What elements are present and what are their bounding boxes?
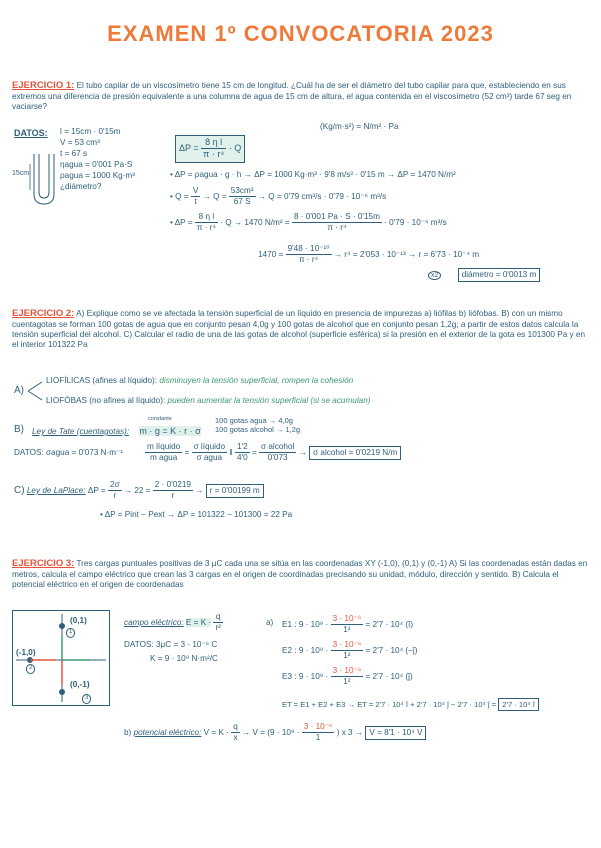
frac-num: q — [213, 612, 222, 623]
e1-result: = 2'7 · 10⁴ (î) — [365, 619, 414, 629]
times-two-badge: x2 — [428, 271, 441, 280]
potential-step: → V = (9 · 10⁹ · — [242, 727, 300, 737]
ex3-datos: DATOS: 3μC = 3 · 10⁻⁶ C — [124, 640, 218, 649]
potential-row — [124, 722, 426, 744]
datos-item: ρagua = 1000 Kg·m³ — [60, 171, 135, 181]
frac-num: 8 η l — [195, 212, 218, 223]
alcohol-tension-result: σ alcohol = 0'0219 N/m — [309, 446, 401, 460]
main-formula — [175, 135, 245, 163]
frac-num: σ alcohol — [259, 442, 296, 453]
field-e3 — [282, 666, 413, 688]
datos-item: V = 53 cm³ — [60, 138, 100, 148]
datos-item: ηagua = 0'001 Pa·S — [60, 160, 133, 170]
a1-green: disminuyen la tensión superficial, rompen la cohesión — [159, 376, 354, 385]
frac-num: 3 · 10⁻⁶ — [331, 666, 364, 677]
potential-formula: V = K · — [203, 727, 229, 737]
exercise-3-statement: Tres cargas puntuales positivas de 3 μC cada una se sitúa en las coordenadas XY (-1,0), (0,1) y (0,-1) A) Si las coordenadas están dadas en metros, calcula el campo eléctrico que crean las 3 cargas en el origen de coordinadas precisando su unidad, módulo, dirección y sentido. B) Calcula el potencial eléctrico en el origen de coordenadas — [12, 559, 588, 590]
tate-formula: m · g = K · r · σ — [139, 426, 201, 436]
frac-den: t — [194, 197, 197, 207]
formula-den: π · r⁴ — [203, 149, 225, 160]
datos-item: l = 15cm · 0'15m — [60, 127, 121, 136]
field-e2 — [282, 640, 417, 662]
frac-den: π · r⁴ — [196, 223, 216, 233]
units-note: (Kg/m·s²) = N/m² · Pa — [320, 122, 399, 131]
laplace-step3: → — [195, 485, 204, 495]
ex1-result: diámetro = 0'0013 m — [458, 268, 541, 282]
pressure-diff: • ΔP = Pint − Pext → ΔP = 101322 − 101300 = 22 Pa — [100, 510, 293, 519]
drops-alcohol: 100 gotas alcohol → 1,2g — [215, 425, 301, 434]
potential-label: potencial eléctrico: — [133, 727, 202, 737]
frac-num: q — [231, 722, 240, 733]
e3-lhs: E3 : 9 · 10⁹ · — [282, 671, 329, 681]
step-radius-a: • ΔP = — [170, 217, 193, 227]
frac-den: 1² — [343, 651, 351, 661]
ex2-a-label: A) — [14, 385, 24, 396]
total-field-expr: ET = E1 + E2 + E3 → ET = 2'7 · 10⁴ î + 2'7 · 10⁴ ĵ − 2'7 · 10⁴ ĵ = — [282, 700, 497, 709]
frac-num: V — [191, 186, 200, 197]
frac-num: 3 · 10⁻⁶ — [331, 640, 364, 651]
drops-data — [215, 416, 300, 434]
step-r4-b: → r⁴ = 2'053 · 10⁻¹³ → r = 6'73 · 10⁻⁴ m — [333, 249, 480, 259]
frac-den: 4'0 — [237, 453, 248, 463]
frac-den: 1² — [343, 625, 351, 635]
ex1-datos-label: DATOS: — [14, 128, 48, 138]
formula-lhs: ΔP = — [179, 143, 199, 154]
potential-result: V = 8'1 · 10⁴ V — [365, 726, 426, 740]
laplace-row — [14, 480, 264, 502]
exercise-1 — [12, 80, 592, 112]
viscometer-drawing — [28, 150, 60, 210]
exercise-2 — [12, 308, 592, 351]
formula-num: 8 η l — [201, 137, 226, 149]
charge-number-3: 3 — [82, 694, 91, 704]
ex3-b-label: b) — [124, 727, 132, 737]
ex2-a2 — [46, 396, 371, 406]
frac-den: σ agua — [196, 453, 223, 463]
frac-num: 53cm³ — [229, 186, 256, 197]
a1-text: LIOFÍLICAS (afines al líquido): — [46, 376, 158, 385]
tate-ratio: $\frac{\text{m líquido}}{\text{m agua}}$ = $\frac{\text{σ líquido}}{\text{σ agua}}$ ‖ $\frac{1'2}{4'0}$ = $\frac{\text{σ alcohol}}{0'073}$ → σ alcohol = 0'0219 N/m — [145, 442, 401, 464]
ex2-b-label: B) — [14, 424, 24, 435]
field-formula-lhs: E = K · — [185, 617, 212, 627]
ex1-datos-list — [60, 126, 170, 192]
frac-num: 3 · 10⁻⁶ — [302, 722, 335, 733]
a2-green: pueden aumentar la tensión superficial (si se acumulan) — [167, 396, 371, 405]
exercise-1-statement: El tubo capilar de un viscosímetro tiene 15 cm de longitud. ¿Cuál ha de ser el diámetro del tubo capilar para que, estableciendo en sus extremos una diferencia de presión equivalente a una columna de agua de 15 cm de altura, el agua contenida en el viscosímetro (52 cm³) tarde 67 seg en vaciarse? — [12, 81, 572, 112]
frac-den: m agua — [149, 453, 178, 463]
frac-num: m líquido — [145, 442, 182, 453]
frac-den: π · r⁴ — [298, 255, 319, 265]
step-r4 — [258, 244, 479, 266]
frac-den: x — [233, 733, 238, 743]
tate-law — [32, 426, 201, 437]
result-row — [428, 268, 540, 282]
ex3-k-const: K = 9 · 10⁹ N·m²/C — [150, 654, 218, 663]
frac-num: 9'48 · 10⁻¹⁰ — [286, 244, 332, 255]
step-radius — [170, 212, 447, 234]
exercise-3-label: EJERCICIO 3: — [12, 558, 75, 569]
e2-lhs: E2 : 9 · 10⁹ · — [282, 645, 329, 655]
point-bottom: (0,-1) — [70, 680, 90, 689]
step-radius-c: · 0'79 · 10⁻⁶ m³/s — [384, 217, 447, 227]
ex2-datos: DATOS: σagua = 0'073 N·m⁻¹ — [14, 448, 124, 457]
step-flow — [170, 186, 386, 208]
e3-result: = 2'7 · 10⁴ (ĵ) — [365, 671, 413, 681]
step-flow-b: → Q = — [202, 191, 227, 201]
ex2-c-label: C) — [14, 484, 25, 496]
frac-num: 8 · 0'001 Pa · S · 0'15m — [292, 212, 382, 223]
e1-lhs: E1 : 9 · 10⁹ · — [282, 619, 329, 629]
frac-den: 1 — [315, 733, 321, 743]
frac-num: 3 · 10⁻⁶ — [331, 614, 364, 625]
ex3-a-label: a) — [266, 618, 274, 627]
point-left: (-1,0) — [16, 648, 36, 657]
ex2-a1 — [46, 376, 353, 386]
frac-num: 2σ — [108, 480, 122, 491]
step-flow-c: → Q = 0'79 cm³/s · 0'79 · 10⁻⁶ m³/s — [257, 191, 387, 201]
e2-result: = 2'7 · 10⁴ (−ĵ) — [365, 645, 418, 655]
step-r4-a: 1470 = — [258, 249, 284, 259]
formula-rhs: · Q — [228, 143, 242, 154]
step-pressure: • ΔP = ρagua · g · h → ΔP = 1000 Kg·m³ · 9'8 m/s² · 0'15 m → ΔP = 1470 N/m² — [170, 170, 456, 179]
frac-den: 67 S — [233, 197, 251, 207]
total-field-result: 2'7 · 10⁴ î — [498, 698, 539, 711]
exercise-2-statement: A) Explique como se ve afectada la tensión superficial de un líquido en presencia de impurezas a) liófilas b) liófobas. B) con un mismo cuentagotas se forman 100 gotas de agua que en conjunto pesan 4,0g y 100 gotas de alcohol que en conjunto pesan 1,2g; a partir de estos datos calcula la tensión superficial del alcohol. C) Calcular el radio de una de las gotas de alcohol (superficie esférica) si la presión en el exterior de la gota es 101300 Pa y en el interior 101322 Pa — [12, 309, 586, 350]
laplace-step2: → 22 = — [123, 485, 151, 495]
tate-law-label: Ley de Tate (cuentagotas): — [32, 427, 130, 436]
field-formula — [124, 612, 223, 634]
step-flow-a: • Q = — [170, 191, 189, 201]
a2-text: LIOFÓBAS (no afines al líquido): — [46, 396, 166, 405]
radius-result: r = 0'00199 m — [206, 484, 264, 498]
datos-item: ¿diámetro? — [60, 182, 102, 192]
field-e1 — [282, 614, 413, 636]
exam-title: EXAMEN 1º CONVOCATORIA 2023 — [107, 21, 494, 46]
exercise-3 — [12, 558, 592, 590]
datos-item: t = 67 s — [60, 149, 88, 159]
field-label: campo eléctrico: — [124, 617, 184, 627]
drops-water: 100 gotas agua → 4,0g — [215, 416, 293, 425]
exercise-2-label: EJERCICIO 2: — [12, 308, 75, 319]
frac-den: r — [171, 491, 175, 501]
frac-den: r — [113, 491, 117, 501]
frac-num: 2 · 0'0219 — [153, 480, 193, 491]
frac-den: 1² — [343, 677, 351, 687]
side-length-label: 15cm — [12, 170, 30, 177]
field-total — [282, 698, 539, 711]
potential-step2: ) x 3 → — [336, 727, 364, 737]
laplace-step1: ΔP = — [87, 485, 106, 495]
frac-den: π · r⁴ — [327, 223, 347, 233]
frac-num: 1'2 — [235, 442, 250, 453]
charge-number-2: 2 — [26, 664, 35, 674]
frac-den: 0'073 — [267, 453, 288, 463]
frac-den: r² — [215, 623, 221, 633]
step-radius-b: · Q → 1470 N/m² = — [220, 217, 290, 227]
charge-number-1: 1 — [66, 628, 75, 638]
laplace-label: Ley de LaPlace: — [26, 485, 86, 495]
point-top: (0,1) — [70, 616, 87, 625]
brace-arrows — [26, 378, 46, 404]
exercise-1-label: EJERCICIO 1: — [12, 80, 75, 91]
tate-constant-note: constante — [148, 416, 172, 422]
frac-num: σ líquido — [192, 442, 227, 453]
